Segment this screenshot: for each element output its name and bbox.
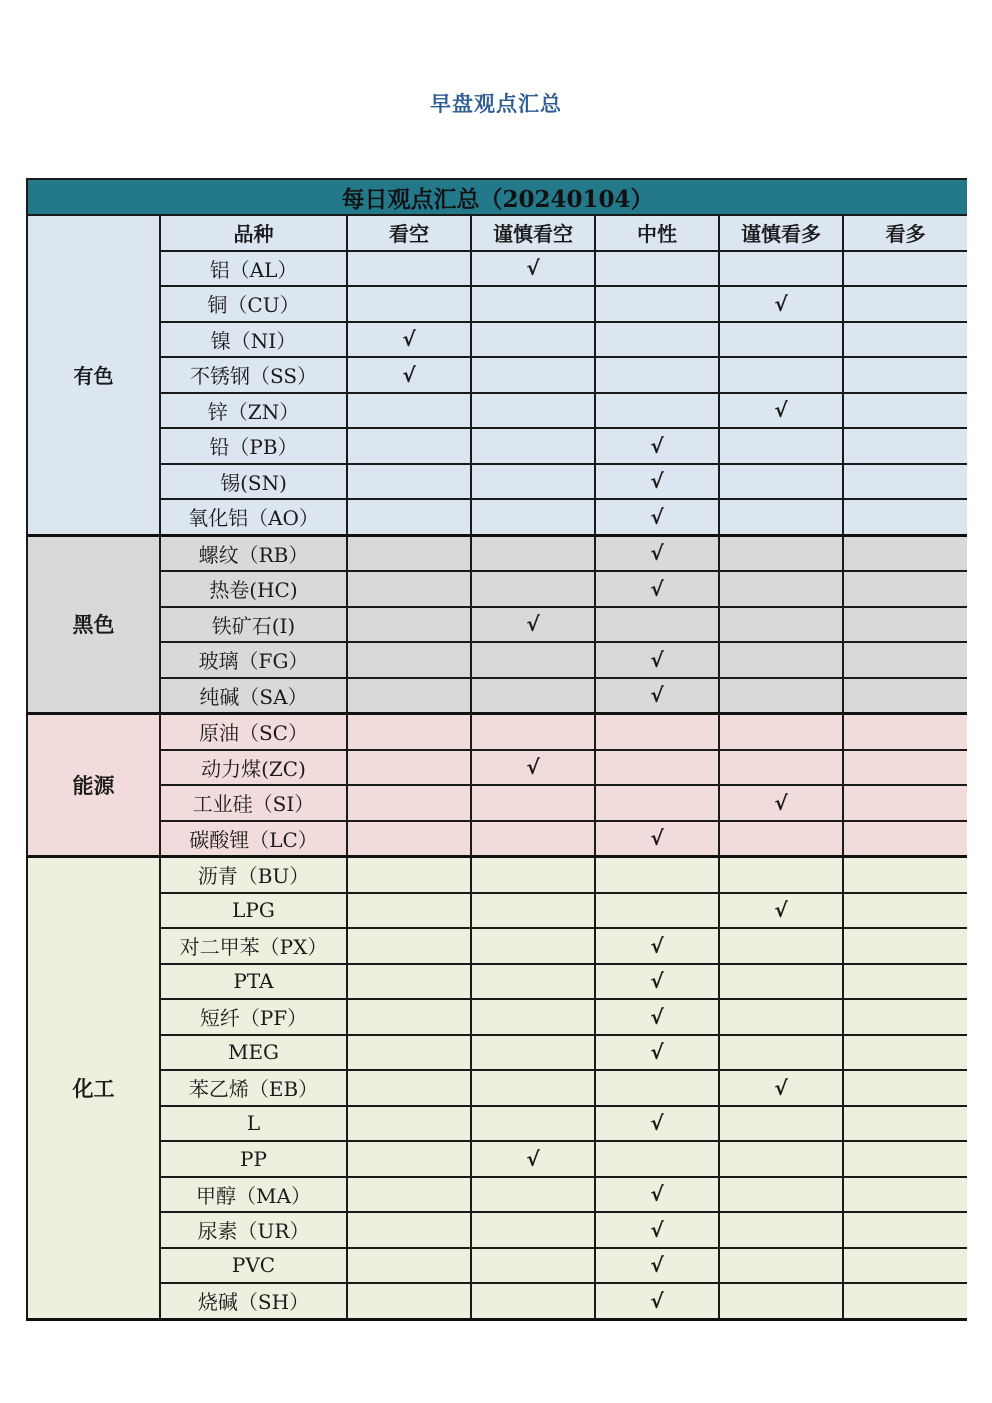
view-cell — [719, 1070, 843, 1106]
check-mark-icon: √ — [650, 826, 664, 851]
table-row — [27, 499, 967, 535]
view-cell — [347, 964, 471, 1000]
item-name-cell: 原油（SC） — [160, 714, 347, 750]
view-cell — [471, 322, 595, 358]
view-cell — [843, 357, 967, 393]
check-mark-icon: √ — [650, 576, 664, 601]
column-header: 看空 — [347, 215, 471, 251]
item-name-cell: 纯碱（SA） — [160, 678, 347, 714]
view-cell — [471, 1070, 595, 1106]
view-cell — [595, 750, 719, 786]
view-cell — [719, 928, 843, 964]
view-cell — [843, 1141, 967, 1177]
view-cell — [843, 999, 967, 1035]
column-header: 谨慎看多 — [719, 215, 843, 251]
view-cell — [595, 857, 719, 893]
view-cell — [471, 821, 595, 857]
view-cell — [719, 322, 843, 358]
column-header-row — [27, 215, 967, 251]
table-row — [27, 821, 967, 857]
check-mark-icon: √ — [526, 612, 540, 637]
view-cell — [471, 928, 595, 964]
view-cell — [719, 964, 843, 1000]
view-cell — [595, 251, 719, 287]
view-cell — [843, 714, 967, 750]
view-cell — [719, 785, 843, 821]
view-cell — [347, 535, 471, 571]
item-name-cell: MEG — [160, 1035, 347, 1071]
page-title: 早盘观点汇总 — [430, 92, 562, 116]
check-mark-icon: √ — [650, 469, 664, 494]
view-cell — [843, 821, 967, 857]
table-row — [27, 357, 967, 393]
check-mark-icon: √ — [526, 256, 540, 281]
table-row — [27, 750, 967, 786]
view-cell — [347, 1177, 471, 1213]
item-name-cell: 尿素（UR） — [160, 1212, 347, 1248]
view-cell — [719, 607, 843, 643]
table-row — [27, 893, 967, 929]
view-cell — [595, 1141, 719, 1177]
view-cell — [471, 1248, 595, 1284]
view-cell — [347, 1070, 471, 1106]
view-cell — [471, 642, 595, 678]
item-name-cell: PTA — [160, 964, 347, 1000]
view-cell — [843, 678, 967, 714]
check-mark-icon: √ — [774, 398, 788, 423]
check-mark-icon: √ — [650, 433, 664, 458]
view-cell — [471, 714, 595, 750]
view-cell — [595, 642, 719, 678]
view-cell — [843, 785, 967, 821]
group-header-cell: 有色 — [27, 215, 160, 535]
view-cell — [347, 857, 471, 893]
view-cell — [471, 286, 595, 322]
view-cell — [595, 893, 719, 929]
table-row — [27, 322, 967, 358]
item-name-cell: PP — [160, 1141, 347, 1177]
group-label: 黑色 — [27, 535, 160, 714]
column-header: 谨慎看空 — [471, 215, 595, 251]
view-cell — [347, 251, 471, 287]
view-cell — [843, 286, 967, 322]
item-name-cell: 氧化铝（AO） — [160, 499, 347, 535]
item-name-cell: 铁矿石(I) — [160, 607, 347, 643]
view-cell — [471, 678, 595, 714]
view-cell — [843, 393, 967, 429]
view-cell — [843, 251, 967, 287]
view-cell — [347, 286, 471, 322]
view-cell — [595, 714, 719, 750]
view-cell — [471, 1212, 595, 1248]
view-cell — [843, 464, 967, 500]
item-name-cell: 碳酸锂（LC） — [160, 821, 347, 857]
table-row — [27, 714, 967, 750]
view-cell — [843, 1070, 967, 1106]
check-mark-icon: √ — [774, 1075, 788, 1100]
view-cell — [843, 750, 967, 786]
view-cell — [471, 750, 595, 786]
view-cell — [719, 1141, 843, 1177]
item-name-cell: PVC — [160, 1248, 347, 1284]
view-cell — [471, 357, 595, 393]
check-mark-icon: √ — [650, 504, 664, 529]
view-cell — [595, 1035, 719, 1071]
column-header: 看多 — [843, 215, 967, 251]
item-name-cell: 锡(SN) — [160, 464, 347, 500]
table-row — [27, 928, 967, 964]
item-name-cell: 对二甲苯（PX） — [160, 928, 347, 964]
view-cell — [595, 535, 719, 571]
view-cell — [595, 322, 719, 358]
views-table-container — [26, 178, 967, 1363]
view-cell — [595, 571, 719, 607]
view-cell — [347, 428, 471, 464]
group-label: 化工 — [27, 857, 160, 1320]
view-cell — [719, 1248, 843, 1284]
view-cell — [719, 1212, 843, 1248]
item-name-cell: 不锈钢（SS） — [160, 357, 347, 393]
view-cell — [347, 678, 471, 714]
view-cell — [595, 464, 719, 500]
view-cell — [719, 286, 843, 322]
table-row — [27, 1177, 967, 1213]
table-row — [27, 535, 967, 571]
view-cell — [471, 428, 595, 464]
view-cell — [719, 499, 843, 535]
view-cell — [347, 928, 471, 964]
table-banner: 每日观点汇总（20240104） — [27, 179, 967, 215]
view-cell — [471, 999, 595, 1035]
view-cell — [719, 357, 843, 393]
table-row — [27, 964, 967, 1000]
view-cell — [471, 535, 595, 571]
check-mark-icon: √ — [650, 969, 664, 994]
view-cell — [347, 750, 471, 786]
item-name-cell: 镍（NI） — [160, 322, 347, 358]
view-cell — [843, 535, 967, 571]
item-name-cell: 铜（CU） — [160, 286, 347, 322]
view-cell — [347, 999, 471, 1035]
view-cell — [719, 999, 843, 1035]
view-cell — [595, 1248, 719, 1284]
table-row — [27, 785, 967, 821]
view-cell — [843, 1035, 967, 1071]
view-cell — [471, 393, 595, 429]
item-name-cell: 烧碱（SH） — [160, 1283, 347, 1319]
check-mark-icon: √ — [650, 647, 664, 672]
view-cell — [719, 642, 843, 678]
view-cell — [347, 821, 471, 857]
view-cell — [347, 571, 471, 607]
item-name-cell: LPG — [160, 893, 347, 929]
view-cell — [471, 1035, 595, 1071]
view-cell — [843, 499, 967, 535]
check-mark-icon: √ — [650, 1288, 664, 1313]
view-cell — [347, 499, 471, 535]
item-name-cell: 锌（ZN） — [160, 393, 347, 429]
view-cell — [719, 714, 843, 750]
view-cell — [843, 571, 967, 607]
view-cell — [595, 1177, 719, 1213]
check-mark-icon: √ — [650, 1111, 664, 1136]
table-row — [27, 857, 967, 893]
view-cell — [347, 714, 471, 750]
item-name-cell: 短纤（PF） — [160, 999, 347, 1035]
check-mark-icon: √ — [650, 1182, 664, 1207]
view-cell — [347, 1106, 471, 1142]
check-mark-icon: √ — [774, 291, 788, 316]
table-row — [27, 571, 967, 607]
table-row — [27, 428, 967, 464]
check-mark-icon: √ — [526, 1146, 540, 1171]
check-mark-icon: √ — [774, 790, 788, 815]
view-cell — [347, 785, 471, 821]
table-row — [27, 1283, 967, 1319]
column-header: 品种 — [160, 215, 347, 251]
check-mark-icon: √ — [526, 755, 540, 780]
table-row — [27, 678, 967, 714]
view-cell — [719, 535, 843, 571]
table-row — [27, 607, 967, 643]
check-mark-icon: √ — [650, 683, 664, 708]
table-row — [27, 1035, 967, 1071]
view-cell — [347, 1248, 471, 1284]
view-cell — [719, 750, 843, 786]
view-cell — [595, 821, 719, 857]
view-cell — [595, 357, 719, 393]
view-cell — [843, 857, 967, 893]
view-cell — [471, 964, 595, 1000]
check-mark-icon: √ — [402, 362, 416, 387]
view-cell — [595, 393, 719, 429]
view-cell — [471, 893, 595, 929]
view-cell — [595, 1283, 719, 1319]
table-row — [27, 1141, 967, 1177]
table-banner-row — [27, 179, 967, 215]
table-row — [27, 642, 967, 678]
view-cell — [843, 642, 967, 678]
view-cell — [347, 393, 471, 429]
view-cell — [347, 642, 471, 678]
view-cell — [347, 607, 471, 643]
view-cell — [471, 464, 595, 500]
view-cell — [843, 607, 967, 643]
view-cell — [843, 928, 967, 964]
item-name-cell: 螺纹（RB） — [160, 535, 347, 571]
table-row — [27, 1070, 967, 1106]
view-cell — [719, 1106, 843, 1142]
group-label: 能源 — [27, 714, 160, 857]
view-cell — [719, 428, 843, 464]
table-row — [27, 393, 967, 429]
check-mark-icon: √ — [650, 1004, 664, 1029]
view-cell — [595, 678, 719, 714]
view-cell — [471, 1283, 595, 1319]
view-cell — [719, 893, 843, 929]
view-cell — [471, 251, 595, 287]
view-cell — [471, 785, 595, 821]
item-name-cell: 热卷(HC) — [160, 571, 347, 607]
table-row — [27, 464, 967, 500]
view-cell — [595, 1070, 719, 1106]
view-cell — [347, 1035, 471, 1071]
item-name-cell: 甲醇（MA） — [160, 1177, 347, 1213]
view-cell — [843, 1106, 967, 1142]
check-mark-icon: √ — [650, 933, 664, 958]
view-cell — [471, 499, 595, 535]
view-cell — [843, 1177, 967, 1213]
view-cell — [719, 464, 843, 500]
view-cell — [471, 571, 595, 607]
view-cell — [595, 1106, 719, 1142]
view-cell — [719, 1283, 843, 1319]
view-cell — [843, 964, 967, 1000]
view-cell — [595, 499, 719, 535]
table-row — [27, 999, 967, 1035]
view-cell — [471, 607, 595, 643]
check-mark-icon: √ — [774, 898, 788, 923]
check-mark-icon: √ — [402, 327, 416, 352]
view-cell — [471, 1177, 595, 1213]
item-name-cell: 玻璃（FG） — [160, 642, 347, 678]
view-cell — [595, 928, 719, 964]
item-name-cell: 沥青（BU） — [160, 857, 347, 893]
column-header: 中性 — [595, 215, 719, 251]
view-cell — [595, 999, 719, 1035]
view-cell — [595, 964, 719, 1000]
view-cell — [347, 1141, 471, 1177]
table-row — [27, 1212, 967, 1248]
view-cell — [595, 1212, 719, 1248]
item-name-cell: 铅（PB） — [160, 428, 347, 464]
view-cell — [843, 1212, 967, 1248]
view-cell — [719, 1035, 843, 1071]
views-table — [26, 178, 967, 1321]
item-name-cell: 铝（AL） — [160, 251, 347, 287]
check-mark-icon: √ — [650, 1217, 664, 1242]
view-cell — [347, 464, 471, 500]
view-cell — [347, 893, 471, 929]
item-name-cell: 工业硅（SI） — [160, 785, 347, 821]
view-cell — [719, 571, 843, 607]
table-row — [27, 251, 967, 287]
view-cell — [843, 322, 967, 358]
view-cell — [843, 428, 967, 464]
view-cell — [347, 322, 471, 358]
view-cell — [719, 1177, 843, 1213]
view-cell — [595, 286, 719, 322]
view-cell — [347, 1212, 471, 1248]
view-cell — [719, 393, 843, 429]
item-name-cell: 动力煤(ZC) — [160, 750, 347, 786]
view-cell — [595, 428, 719, 464]
view-cell — [471, 857, 595, 893]
view-cell — [595, 785, 719, 821]
view-cell — [471, 1106, 595, 1142]
table-row — [27, 1248, 967, 1284]
item-name-cell: 苯乙烯（EB） — [160, 1070, 347, 1106]
check-mark-icon: √ — [650, 1253, 664, 1278]
view-cell — [471, 1141, 595, 1177]
view-cell — [719, 251, 843, 287]
view-cell — [347, 357, 471, 393]
check-mark-icon: √ — [650, 1040, 664, 1065]
view-cell — [843, 1248, 967, 1284]
check-mark-icon: √ — [650, 541, 664, 566]
view-cell — [843, 893, 967, 929]
item-name-cell: L — [160, 1106, 347, 1142]
view-cell — [843, 1283, 967, 1319]
view-cell — [719, 857, 843, 893]
view-cell — [719, 821, 843, 857]
table-row — [27, 1106, 967, 1142]
view-cell — [719, 678, 843, 714]
view-cell — [347, 1283, 471, 1319]
view-cell — [595, 607, 719, 643]
table-row — [27, 286, 967, 322]
